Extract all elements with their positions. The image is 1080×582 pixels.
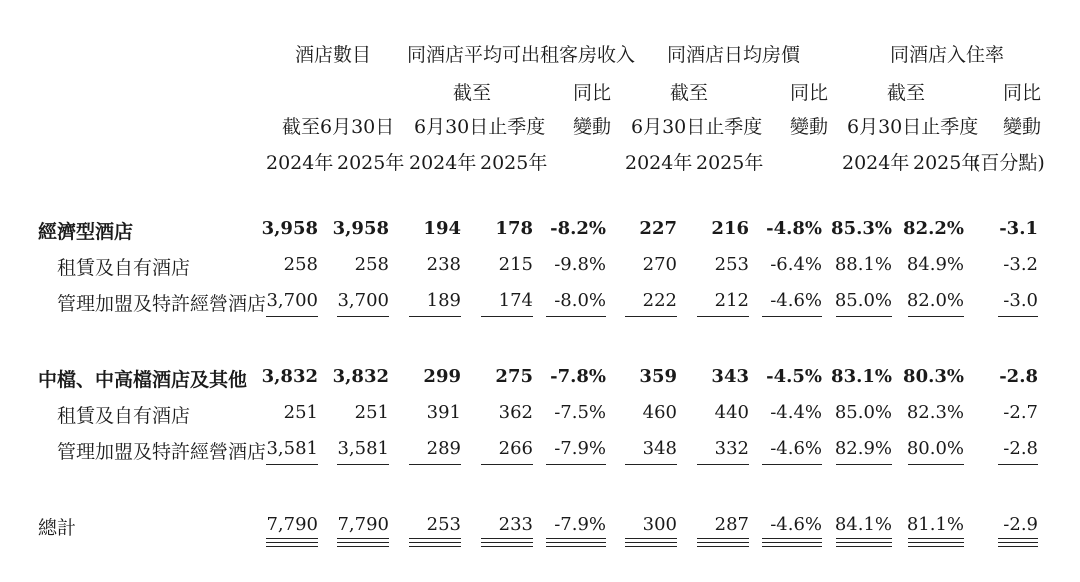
table-cell: 253 <box>714 254 749 275</box>
underline <box>762 464 822 465</box>
table-cell: 251 <box>283 402 318 423</box>
table-cell: 343 <box>711 366 749 387</box>
table-cell: 3,581 <box>337 438 389 459</box>
table-cell: 299 <box>423 366 461 387</box>
table-cell: 84.9% <box>906 254 964 275</box>
header-revpar-quarter: 6月30日止季度 <box>414 116 546 138</box>
header-year: 2025年 <box>337 152 405 174</box>
table-cell: 251 <box>354 402 389 423</box>
header-revpar-asof: 截至 <box>453 82 492 104</box>
double-underline <box>625 542 677 547</box>
row-label-economy: 經濟型酒店 <box>38 221 134 243</box>
header-occ-asof: 截至 <box>887 82 926 104</box>
double-underline <box>762 542 822 547</box>
table-cell: 289 <box>426 438 461 459</box>
table-cell: -8.0% <box>554 290 606 311</box>
header-year: 2024年 <box>266 152 334 174</box>
table-cell: 174 <box>498 290 533 311</box>
table-cell: 300 <box>642 514 677 535</box>
table-cell: 391 <box>426 402 461 423</box>
double-underline <box>337 542 389 547</box>
header-adr-asof: 截至 <box>670 82 709 104</box>
table-cell: 460 <box>642 402 677 423</box>
table-cell: 80.0% <box>906 438 964 459</box>
table-cell: 222 <box>642 290 677 311</box>
header-hotel-count: 酒店數目 <box>295 44 372 66</box>
table-cell: 233 <box>498 514 533 535</box>
table-cell: 332 <box>714 438 749 459</box>
underline <box>998 538 1038 539</box>
header-revpar: 同酒店平均可出租客房收入 <box>407 44 636 66</box>
underline <box>625 316 677 317</box>
table-cell: 212 <box>714 290 749 311</box>
underline <box>266 538 318 539</box>
row-label-franchised: 管理加盟及特許經營酒店 <box>57 293 267 315</box>
table-cell: -4.6% <box>770 514 822 535</box>
table-cell: 3,958 <box>332 218 389 239</box>
table-cell: 82.3% <box>906 402 964 423</box>
header-adr-quarter: 6月30日止季度 <box>631 116 763 138</box>
header-occ-yoy2: 變動 <box>1003 116 1042 138</box>
double-underline <box>836 542 892 547</box>
table-cell: 266 <box>498 438 533 459</box>
double-underline <box>998 542 1038 547</box>
row-label-franchised: 管理加盟及特許經營酒店 <box>57 441 267 463</box>
table-cell: 3,832 <box>261 366 318 387</box>
table-cell: -2.7 <box>1003 402 1038 423</box>
table-cell: 85.3% <box>831 218 892 239</box>
double-underline <box>481 542 533 547</box>
table-cell: 7,790 <box>266 514 318 535</box>
table-cell: 84.1% <box>834 514 892 535</box>
double-underline <box>546 542 606 547</box>
header-adr: 同酒店日均房價 <box>667 44 801 66</box>
table-cell: 258 <box>283 254 318 275</box>
underline <box>908 464 964 465</box>
table-cell: 253 <box>426 514 461 535</box>
double-underline <box>409 542 461 547</box>
table-cell: -7.9% <box>554 438 606 459</box>
header-pct-points: (百分點) <box>973 152 1045 174</box>
table-cell: 348 <box>642 438 677 459</box>
underline <box>409 464 461 465</box>
table-cell: -3.0 <box>1003 290 1038 311</box>
header-hotel-asof: 截至6月30日 <box>282 116 395 138</box>
header-year: 2024年 <box>625 152 693 174</box>
table-cell: -3.1 <box>999 218 1038 239</box>
header-occ-quarter: 6月30日止季度 <box>847 116 979 138</box>
row-label-leased: 租賃及自有酒店 <box>57 405 191 427</box>
table-cell: 215 <box>498 254 533 275</box>
table-cell: -3.2 <box>1003 254 1038 275</box>
row-label-leased: 租賃及自有酒店 <box>57 257 191 279</box>
double-underline <box>266 542 318 547</box>
table-cell: 85.0% <box>834 402 892 423</box>
table-cell: 83.1% <box>831 366 892 387</box>
header-year: 2024年 <box>409 152 477 174</box>
underline <box>908 316 964 317</box>
row-label-midscale: 中檔、中高檔酒店及其他 <box>38 369 248 391</box>
table-cell: 3,700 <box>266 290 318 311</box>
underline <box>337 538 389 539</box>
underline <box>409 538 461 539</box>
table-cell: 7,790 <box>337 514 389 535</box>
table-cell: -6.4% <box>770 254 822 275</box>
underline <box>908 538 964 539</box>
table-cell: 287 <box>714 514 749 535</box>
table-cell: -4.4% <box>770 402 822 423</box>
table-cell: 440 <box>714 402 749 423</box>
underline <box>998 464 1038 465</box>
underline <box>546 538 606 539</box>
table-cell: -2.9 <box>1003 514 1038 535</box>
header-year: 2025年 <box>480 152 548 174</box>
table-cell: 82.0% <box>906 290 964 311</box>
underline <box>998 316 1038 317</box>
underline <box>337 316 389 317</box>
underline <box>337 464 389 465</box>
header-year: 2025年 <box>913 152 981 174</box>
double-underline <box>697 542 749 547</box>
table-cell: 189 <box>426 290 461 311</box>
header-revpar-yoy1: 同比 <box>573 82 612 104</box>
table-cell: -4.8% <box>766 218 822 239</box>
table-cell: 3,581 <box>266 438 318 459</box>
underline <box>697 464 749 465</box>
table-cell: -4.5% <box>766 366 822 387</box>
table-cell: 88.1% <box>834 254 892 275</box>
double-underline <box>908 542 964 547</box>
table-cell: 81.1% <box>906 514 964 535</box>
underline <box>625 538 677 539</box>
table-cell: 258 <box>354 254 389 275</box>
table-cell: 275 <box>495 366 533 387</box>
table-cell: 85.0% <box>834 290 892 311</box>
table-cell: 194 <box>423 218 461 239</box>
row-label-total: 總計 <box>38 517 77 539</box>
table-cell: 227 <box>639 218 677 239</box>
underline <box>266 316 318 317</box>
header-revpar-yoy2: 變動 <box>573 116 612 138</box>
underline <box>546 316 606 317</box>
underline <box>836 316 892 317</box>
table-cell: -8.2% <box>550 218 606 239</box>
table-cell: -4.6% <box>770 438 822 459</box>
underline <box>697 316 749 317</box>
table-cell: -9.8% <box>554 254 606 275</box>
underline <box>625 464 677 465</box>
underline <box>762 538 822 539</box>
underline <box>697 538 749 539</box>
underline <box>409 316 461 317</box>
underline <box>481 464 533 465</box>
table-cell: 82.9% <box>834 438 892 459</box>
header-year: 2024年 <box>842 152 910 174</box>
underline <box>481 538 533 539</box>
table-cell: -2.8 <box>1003 438 1038 459</box>
table-cell: 80.3% <box>903 366 964 387</box>
table-cell: 3,958 <box>261 218 318 239</box>
table-cell: -7.9% <box>554 514 606 535</box>
table-cell: 3,700 <box>337 290 389 311</box>
header-year: 2025年 <box>696 152 764 174</box>
header-occupancy: 同酒店入住率 <box>890 44 1005 66</box>
table-cell: 362 <box>498 402 533 423</box>
underline <box>481 316 533 317</box>
table-cell: 270 <box>642 254 677 275</box>
header-adr-yoy1: 同比 <box>790 82 829 104</box>
header-adr-yoy2: 變動 <box>790 116 829 138</box>
table-cell: 216 <box>711 218 749 239</box>
table-cell: -7.5% <box>554 402 606 423</box>
underline <box>546 464 606 465</box>
table-cell: -4.6% <box>770 290 822 311</box>
table-cell: 178 <box>495 218 533 239</box>
table-cell: -7.8% <box>550 366 606 387</box>
table-cell: 359 <box>639 366 677 387</box>
header-occ-yoy1: 同比 <box>1003 82 1042 104</box>
table-cell: -2.8 <box>999 366 1038 387</box>
underline <box>762 316 822 317</box>
underline <box>836 538 892 539</box>
underline <box>836 464 892 465</box>
table-cell: 3,832 <box>332 366 389 387</box>
underline <box>266 464 318 465</box>
table-cell: 82.2% <box>903 218 964 239</box>
table-cell: 238 <box>426 254 461 275</box>
